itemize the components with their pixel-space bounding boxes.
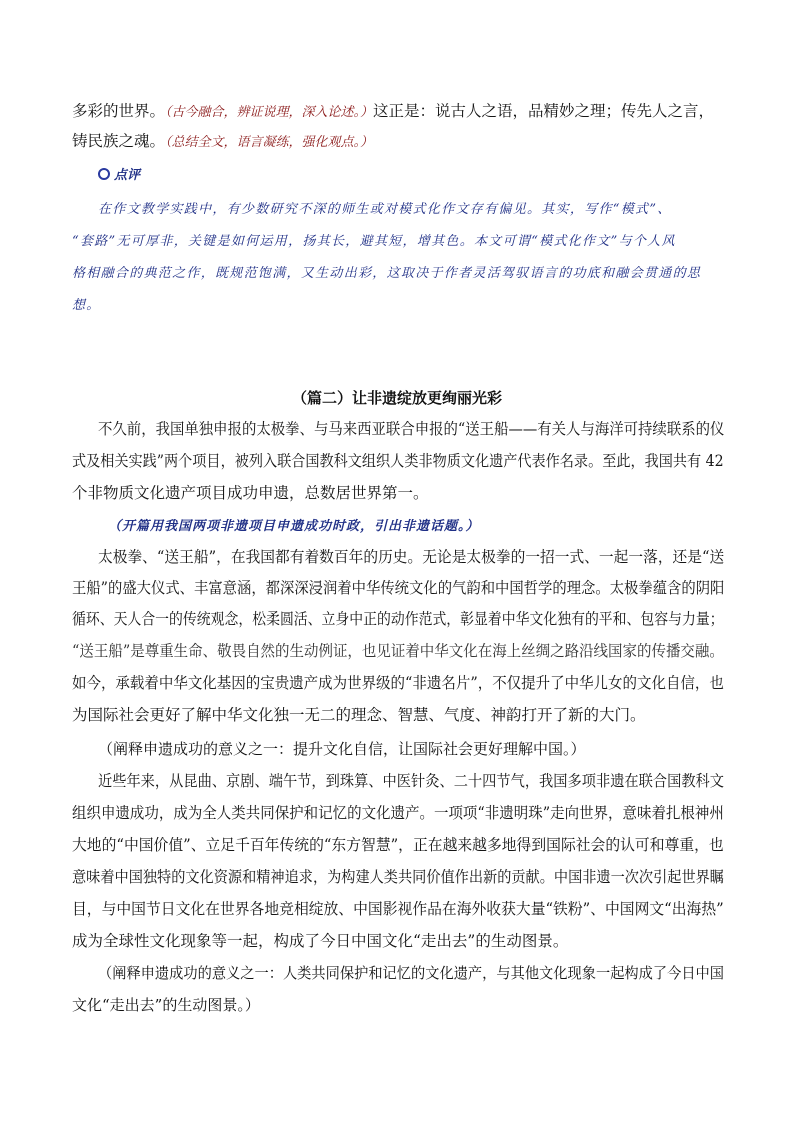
top-line-1-note: （古今融合，辨证说理，深入论述。） [165,105,374,120]
top-line-2-prefix: 铸民族之魂。 [72,132,166,150]
p1-line-3: 个非物质文化遗产项目成功申遗，总数居世界第一。 [72,484,429,502]
meaning-note-1: （阐释申遗成功的意义之一：提升文化自信，让国际社会更好理解中国。） [98,740,586,758]
review-line-1: 在作文教学实践中，有少数研究不深的师生或对模式化作文存有偏见。其实，写作“模式”、 [98,202,672,217]
p3-line-1: 近些年来，从昆曲、京剧、端午节，到珠算、中医针灸、二十四节气，我国多项非遗在联合国教科文 [98,772,725,790]
review-line-4: 想。 [72,298,101,313]
meaning-note-2-line-1: （阐释申遗成功的意义之一：人类共同保护和记忆的文化遗产，与其他文化现象一起构成了今日中国 [98,964,725,982]
top-line-1-suffix: 这正是：说古人之语，品精妙之理；传先人之言， [373,102,715,120]
p1-line-1: 不久前，我国单独申报的太极拳、与马来西亚联合申报的“送王船——有关人与海洋可持续联系的仪 [98,420,725,438]
p3-line-2: 组织申遗成功，成为全人类共同保护和记忆的文化遗产。一项项“非遗明珠”走向世界，意味着扎根神州 [72,804,724,822]
intro-note: （开篇用我国两项非遗项目申遗成功时政，引出非遗话题。） [108,519,480,534]
p2-line-2: 王船”的盛大仪式、丰富意涵，都深深浸润着中华传统文化的气韵和中国哲学的理念。太极拳蕴含的阴阳 [72,579,725,597]
review-heading [98,164,140,183]
p2-line-5: 如今，承载着中华文化基因的宝贵遗产成为世界级的“非遗名片”，不仅提升了中华儿女的文化自信，也 [72,674,724,692]
p3-line-4: 意味着中国独特的文化资源和精神追求，为构建人类共同价值作出新的贡献。中国非遗一次次引起世界瞩 [72,868,724,886]
top-line-2-note: （总结全文，语言凝练，强化观点。） [165,135,374,150]
essay-title: （篇二）让非遗绽放更绚丽光彩 [291,389,502,407]
p2-line-1: 太极拳、“送王船”，在我国都有着数百年的历史。无论是太极拳的一招一式、一起一落，还是“送 [98,548,725,566]
top-line-1-prefix: 多彩的世界。 [72,102,166,120]
meaning-note-2-line-2: 文化“走出去”的生动图景。） [72,996,260,1014]
review-heading-label: 点评 [114,168,141,183]
p3-line-3: 大地的“中国价值”、立足千百年传统的“东方智慧”，正在越来越多地得到国际社会的认可和尊重，也 [72,836,724,854]
top-line-2 [72,130,373,154]
p3-line-6: 成为全球性文化现象等一起，构成了今日中国文化“走出去”的生动图景。 [72,932,569,950]
circle-bullet-icon [98,168,110,180]
p2-line-4: “送王船”是尊重生命、敬畏自然的生动例证，也见证着中华文化在海上丝绸之路沿线国家的传播交融。 [72,642,724,660]
top-line-1 [72,100,714,124]
p1-line-2: 式及相关实践”两个项目，被列入联合国教科文组织人类非物质文化遗产代表作名录。至此，我国共有 42 [72,452,724,470]
review-line-2: “套路”无可厚非，关键是如何运用，扬其长，避其短，增其色。本文可谓“模式化作文”与个人风 [72,234,676,249]
p3-line-5: 目，与中国节日文化在世界各地竞相绽放、中国影视作品在海外收获大量“铁粉”、中国网文“出海热” [72,900,724,918]
review-line-3: 格相融合的典范之作，既规范饱满，又生动出彩，这取决于作者灵活驾驭语言的功底和融会贯通的思 [72,266,702,281]
p2-line-3: 循环、天人合一的传统观念，松柔圆活、立身中正的动作范式，彰显着中华文化独有的平和、包容与力量； [72,610,724,628]
p2-line-6: 为国际社会更好了解中华文化独一无二的理念、智慧、气度、神韵打开了新的大门。 [72,706,646,724]
